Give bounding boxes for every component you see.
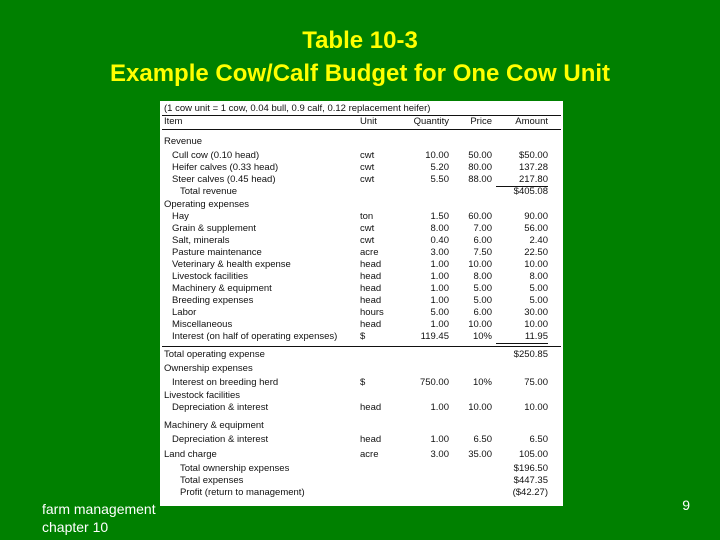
table-row xyxy=(160,402,563,414)
cell-item: Heifer calves (0.33 head) xyxy=(172,162,279,173)
cell-unit: acre xyxy=(360,247,379,258)
table-row xyxy=(160,259,563,271)
cell-amount: 217.80 xyxy=(496,174,548,187)
cell-price: 5.00 xyxy=(473,283,492,294)
cell-quantity: 5.50 xyxy=(430,174,449,185)
cell-price: 10.00 xyxy=(468,259,492,270)
cell-item: Total expenses xyxy=(180,475,244,486)
cell-unit: cwt xyxy=(360,174,375,185)
cell-price: 6.00 xyxy=(473,235,492,246)
cell-amount: $50.00 xyxy=(518,150,548,161)
total-operating-rule xyxy=(162,346,561,347)
table-row xyxy=(160,349,563,361)
cell-amount: ($42.27) xyxy=(512,487,548,498)
cell-price: 5.00 xyxy=(473,295,492,306)
cell-item: Hay xyxy=(172,211,189,222)
table-row xyxy=(160,186,563,198)
table-row xyxy=(160,377,563,389)
slide-title xyxy=(0,24,720,90)
cell-item: Cull cow (0.10 head) xyxy=(172,150,260,161)
cell-price: 7.50 xyxy=(473,247,492,258)
table-row xyxy=(160,363,563,375)
header-quantity: Quantity xyxy=(413,116,449,127)
table-row xyxy=(160,271,563,283)
cell-quantity: 3.00 xyxy=(430,247,449,258)
cell-price: 7.00 xyxy=(473,223,492,234)
table-row xyxy=(160,420,563,432)
cell-item: Total operating expense xyxy=(164,349,265,360)
cell-unit: acre xyxy=(360,449,379,460)
cell-amount: 30.00 xyxy=(524,307,548,318)
cell-quantity: 1.00 xyxy=(430,434,449,445)
cell-price: 10% xyxy=(472,331,492,342)
page-number: 9 xyxy=(682,497,690,513)
table-row xyxy=(160,449,563,461)
cell-price: 35.00 xyxy=(468,449,492,460)
cell-unit: cwt xyxy=(360,235,375,246)
cell-price: 88.00 xyxy=(468,174,492,185)
table-row xyxy=(160,295,563,307)
cell-price: 10% xyxy=(472,377,492,388)
table-row xyxy=(160,136,563,148)
table-row xyxy=(160,247,563,259)
cell-price: 10.00 xyxy=(468,402,492,413)
table-note-text: (1 cow unit = 1 cow, 0.04 bull, 0.9 calf, 0.12 replacement heifer) xyxy=(164,103,431,114)
cell-unit: $ xyxy=(360,331,366,342)
cell-unit: cwt xyxy=(360,162,375,173)
cell-item: Breeding expenses xyxy=(172,295,254,306)
cell-amount: 22.50 xyxy=(524,247,548,258)
budget-table xyxy=(160,101,563,506)
cell-quantity: 119.45 xyxy=(420,331,449,342)
cell-amount: 56.00 xyxy=(524,223,548,234)
cell-quantity: 1.00 xyxy=(430,283,449,294)
table-row xyxy=(160,331,563,343)
cell-amount: 10.00 xyxy=(524,259,548,270)
header-amount: Amount xyxy=(515,116,548,127)
cell-item: Depreciation & interest xyxy=(172,434,269,445)
cell-amount: $250.85 xyxy=(513,349,548,360)
cell-item: Profit (return to management) xyxy=(180,487,305,498)
cell-amount: 105.00 xyxy=(518,449,548,460)
cell-amount: 10.00 xyxy=(524,402,548,413)
cell-item: Salt, minerals xyxy=(172,235,230,246)
cell-quantity: 1.00 xyxy=(430,402,449,413)
header-item: Item xyxy=(164,116,183,127)
table-row xyxy=(160,235,563,247)
cell-amount: 6.50 xyxy=(529,434,548,445)
cell-unit: ton xyxy=(360,211,374,222)
cell-amount: 90.00 xyxy=(524,211,548,222)
cell-item: Steer calves (0.45 head) xyxy=(172,174,276,185)
cell-item: Depreciation & interest xyxy=(172,402,269,413)
table-row xyxy=(160,283,563,295)
cell-amount: $405.08 xyxy=(513,186,548,197)
cell-quantity: 3.00 xyxy=(430,449,449,460)
footer-chapter: chapter 10 xyxy=(42,519,109,535)
cell-amount: 137.28 xyxy=(518,162,548,173)
footer xyxy=(42,500,156,536)
table-row xyxy=(160,487,563,499)
table-row xyxy=(160,434,563,446)
cell-quantity: 1.00 xyxy=(430,319,449,330)
cell-amount: 2.40 xyxy=(529,235,548,246)
cell-item: Miscellaneous xyxy=(172,319,233,330)
cell-amount: 10.00 xyxy=(524,319,548,330)
footer-course: farm management xyxy=(42,501,156,517)
cell-price: 8.00 xyxy=(473,271,492,282)
cell-price: 80.00 xyxy=(468,162,492,173)
cell-unit: $ xyxy=(360,377,366,388)
cell-quantity: 1.00 xyxy=(430,259,449,270)
cell-unit: head xyxy=(360,259,382,270)
cell-item: Pasture maintenance xyxy=(172,247,262,258)
table-row xyxy=(160,174,563,186)
cell-item: Veterinary & health expense xyxy=(172,259,291,270)
cell-amount: 8.00 xyxy=(529,271,548,282)
table-row xyxy=(160,307,563,319)
cell-item: Livestock facilities xyxy=(172,271,249,282)
table-row xyxy=(160,319,563,331)
cell-quantity: 1.50 xyxy=(430,211,449,222)
table-row xyxy=(160,211,563,223)
header-rule xyxy=(162,129,561,130)
cell-quantity: 5.00 xyxy=(430,307,449,318)
cell-item: Labor xyxy=(172,307,197,318)
cell-price: 6.00 xyxy=(473,307,492,318)
cell-unit: hours xyxy=(360,307,384,318)
title-line-1: Table 10-3 xyxy=(302,27,418,54)
cell-unit: head xyxy=(360,319,382,330)
cell-price: 60.00 xyxy=(468,211,492,222)
cell-price: 10.00 xyxy=(468,319,492,330)
table-row xyxy=(160,162,563,174)
cell-amount: $196.50 xyxy=(513,463,548,474)
table-note xyxy=(160,103,563,115)
cell-amount: 75.00 xyxy=(524,377,548,388)
cell-unit: head xyxy=(360,271,382,282)
cell-item: Machinery & equipment xyxy=(172,283,272,294)
cell-item: Grain & supplement xyxy=(172,223,256,234)
cell-unit: head xyxy=(360,283,382,294)
table-header-row xyxy=(160,116,563,128)
cell-quantity: 1.00 xyxy=(430,271,449,282)
cell-item: Livestock facilities xyxy=(164,390,241,401)
cell-quantity: 1.00 xyxy=(430,295,449,306)
cell-item: Revenue xyxy=(164,136,203,147)
cell-item: Operating expenses xyxy=(164,199,250,210)
cell-quantity: 8.00 xyxy=(430,223,449,234)
cell-amount: $447.35 xyxy=(513,475,548,486)
cell-unit: head xyxy=(360,295,382,306)
cell-amount: 5.00 xyxy=(529,295,548,306)
cell-price: 6.50 xyxy=(473,434,492,445)
cell-quantity: 10.00 xyxy=(425,150,449,161)
cell-price: 50.00 xyxy=(468,150,492,161)
cell-item: Total ownership expenses xyxy=(180,463,290,474)
cell-item: Machinery & equipment xyxy=(164,420,264,431)
cell-item: Ownership expenses xyxy=(164,363,253,374)
cell-quantity: 0.40 xyxy=(430,235,449,246)
table-row xyxy=(160,390,563,402)
table-row xyxy=(160,463,563,475)
cell-unit: cwt xyxy=(360,223,375,234)
cell-item: Interest (on half of operating expenses) xyxy=(172,331,338,342)
cell-item: Land charge xyxy=(164,449,217,460)
cell-quantity: 5.20 xyxy=(430,162,449,173)
cell-quantity: 750.00 xyxy=(419,377,449,388)
header-unit: Unit xyxy=(360,116,377,127)
title-line-2: Example Cow/Calf Budget for One Cow Unit xyxy=(109,60,611,87)
cell-item: Total revenue xyxy=(180,186,238,197)
cell-item: Interest on breeding herd xyxy=(172,377,279,388)
table-row xyxy=(160,199,563,211)
cell-amount: 11.95 xyxy=(496,331,548,344)
header-price: Price xyxy=(470,116,492,127)
cell-unit: head xyxy=(360,402,382,413)
table-row xyxy=(160,475,563,487)
cell-unit: head xyxy=(360,434,382,445)
cell-unit: cwt xyxy=(360,150,375,161)
cell-amount: 5.00 xyxy=(529,283,548,294)
table-row xyxy=(160,150,563,162)
table-row xyxy=(160,223,563,235)
